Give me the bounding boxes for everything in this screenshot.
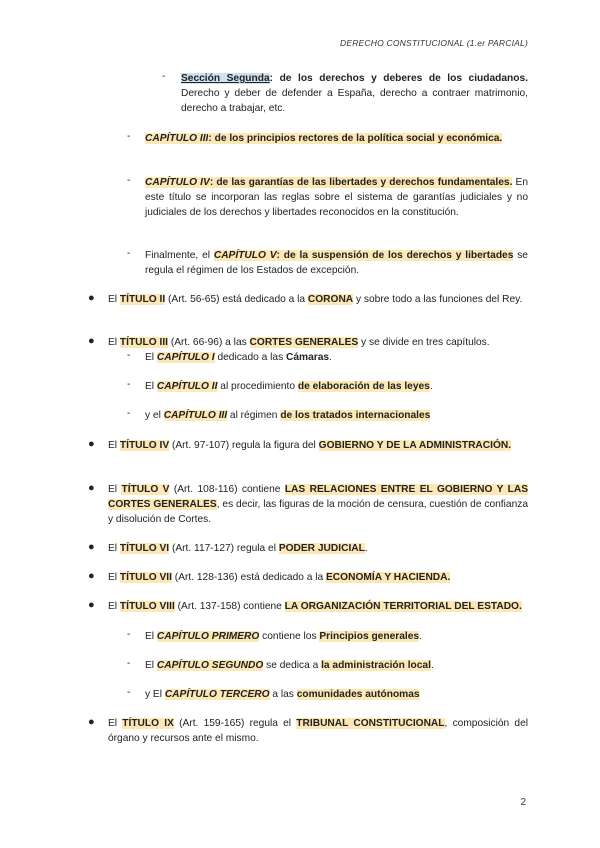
list-item-titulo-2: El TÍTULO II (Art. 56-65) está dedicado a la CORONA y sobre todo a las funciones del Rey. bbox=[108, 294, 523, 305]
titulo-label: TÍTULO II bbox=[119, 294, 166, 305]
dash-marker: - bbox=[127, 408, 131, 419]
titulo-topic: LA ORGANIZACIÓN TERRITORIAL DEL ESTADO. bbox=[284, 601, 522, 612]
chapter-title: CAPÍTULO III bbox=[163, 410, 228, 421]
titulo-label: TÍTULO IV bbox=[119, 440, 170, 451]
chapter-topic: de elaboración de las leyes bbox=[297, 381, 430, 392]
titulo-topic: PODER JUDICIAL bbox=[278, 543, 365, 554]
bullet-marker: ● bbox=[88, 482, 95, 494]
list-item-seccion-segunda: Sección Segunda: de los derechos y deberes de los ciudadanos. Derecho y deber de defender a España, derecho a contraer matrimonio, derecho a trabajar, etc. bbox=[181, 73, 528, 114]
bullet-marker: ● bbox=[88, 292, 95, 304]
titulo-topic: GOBIERNO Y DE LA ADMINISTRACIÓN. bbox=[318, 440, 512, 451]
chapter-text: En este título se incorporan las reglas sobre el sistema de garantías judiciales y no judiciales de los derechos y libertades reconocidos en la constitución. bbox=[145, 177, 529, 218]
list-item-t3-capitulo-2: El CAPÍTULO II al procedimiento de elaboración de las leyes. bbox=[145, 381, 433, 392]
page-header: DERECHO CONSTITUCIONAL (1.er PARCIAL) bbox=[340, 38, 528, 48]
chapter-subtitle: de los principios rectores de la política social y económica. bbox=[211, 133, 503, 144]
titulo-label: TÍTULO VI bbox=[119, 543, 170, 554]
dash-marker: - bbox=[162, 71, 166, 82]
list-item-t3-capitulo-3: y el CAPÍTULO III al régimen de los tratados internacionales bbox=[145, 410, 431, 421]
list-item-titulo-3: El TÍTULO III (Art. 66-96) a las CORTES GENERALES y se divide en tres capítulos. bbox=[108, 337, 490, 348]
dash-marker: - bbox=[127, 629, 131, 640]
list-item-titulo-9: El TÍTULO IX (Art. 159-165) regula el TRIBUNAL CONSTITUCIONAL, composición del órgano y recursos ante el mismo. bbox=[108, 718, 529, 744]
bullet-marker: ● bbox=[88, 716, 95, 728]
chapter-title: CAPÍTULO TERCERO bbox=[164, 689, 270, 700]
chapter-subtitle: de las garantías de las libertades y derechos fundamentales. bbox=[213, 177, 513, 188]
dash-marker: - bbox=[127, 379, 131, 390]
titulo-label: TÍTULO VII bbox=[119, 572, 172, 583]
list-item-titulo-8: El TÍTULO VIII (Art. 137-158) contiene LA ORGANIZACIÓN TERRITORIAL DEL ESTADO. bbox=[108, 601, 522, 612]
dash-marker: - bbox=[127, 658, 131, 669]
chapter-title: CAPÍTULO IV bbox=[145, 177, 210, 188]
titulo-topic: ECONOMÍA Y HACIENDA. bbox=[326, 572, 451, 583]
page-number: 2 bbox=[520, 797, 526, 808]
chapter-topic: Principios generales bbox=[319, 631, 420, 642]
titulo-label: TÍTULO IX bbox=[122, 718, 174, 729]
bullet-marker: ● bbox=[88, 438, 95, 450]
titulo-topic: TRIBUNAL CONSTITUCIONAL bbox=[296, 718, 445, 729]
section-title: Sección Segunda bbox=[181, 73, 270, 84]
list-item-t3-capitulo-1: El CAPÍTULO I dedicado a las Cámaras. bbox=[145, 352, 332, 363]
list-item-t8-capitulo-3: y El CAPÍTULO TERCERO a las comunidades autónomas bbox=[145, 689, 420, 700]
bullet-marker: ● bbox=[88, 599, 95, 611]
dash-marker: - bbox=[127, 687, 131, 698]
list-item-t8-capitulo-1: El CAPÍTULO PRIMERO contiene los Principios generales. bbox=[145, 631, 422, 642]
list-item-titulo-5: El TÍTULO V (Art. 108-116) contiene LAS RELACIONES ENTRE EL GOBIERNO Y LAS CORTES GENERALES, es decir, las figuras de la moción de censura, cuestión de confianza y disolución de Cortes. bbox=[108, 484, 529, 525]
list-item-t8-capitulo-2: El CAPÍTULO SEGUNDO se dedica a la administración local. bbox=[145, 660, 434, 671]
titulo-topic: LAS RELACIONES ENTRE EL GOBIERNO Y LAS CORTES GENERALES bbox=[108, 484, 529, 510]
list-item-titulo-4: El TÍTULO IV (Art. 97-107) regula la figura del GOBIERNO Y DE LA ADMINISTRACIÓN. bbox=[108, 440, 512, 451]
chapter-topic: Cámaras bbox=[286, 352, 330, 363]
section-subtitle: de los derechos y deberes de los ciudadanos. bbox=[273, 73, 528, 84]
dash-marker: - bbox=[127, 175, 131, 186]
dash-marker: - bbox=[127, 350, 131, 361]
list-item-titulo-6: El TÍTULO VI (Art. 117-127) regula el PODER JUDICIAL. bbox=[108, 543, 368, 554]
chapter-topic: de los tratados internacionales bbox=[280, 410, 431, 421]
chapter-title: CAPÍTULO PRIMERO bbox=[156, 631, 260, 642]
titulo-label: TÍTULO V bbox=[121, 484, 170, 495]
titulo-label: TÍTULO VIII bbox=[119, 601, 175, 612]
list-item-capitulo-4: CAPÍTULO IV: de las garantías de las libertades y derechos fundamentales. En este título se incorporan las reglas sobre el sistema de garantías judiciales y no judiciales de los derechos y libertades reconocidos en la constitución. bbox=[145, 177, 529, 218]
chapter-subtitle: de la suspensión de los derechos y libertades bbox=[279, 250, 514, 261]
dash-marker: - bbox=[127, 131, 131, 142]
chapter-text: se regula el régimen de los Estados de excepción. bbox=[145, 250, 528, 276]
titulo-topic: CORTES GENERALES bbox=[249, 337, 359, 348]
chapter-title: CAPÍTULO V bbox=[213, 250, 277, 261]
titulo-topic: CORONA bbox=[307, 294, 354, 305]
list-item-capitulo-3: CAPÍTULO III: de los principios rectores de la política social y económica. bbox=[145, 133, 503, 144]
dash-marker: - bbox=[127, 248, 131, 259]
chapter-title: CAPÍTULO SEGUNDO bbox=[156, 660, 264, 671]
section-text: Derecho y deber de defender a España, derecho a contraer matrimonio, derecho a trabajar, etc. bbox=[181, 88, 528, 114]
chapter-title: CAPÍTULO I bbox=[156, 352, 215, 363]
bullet-marker: ● bbox=[88, 335, 95, 347]
list-item-titulo-7: El TÍTULO VII (Art. 128-136) está dedicado a la ECONOMÍA Y HACIENDA. bbox=[108, 572, 451, 583]
chapter-title: CAPÍTULO III bbox=[145, 133, 209, 144]
bullet-marker: ● bbox=[88, 541, 95, 553]
chapter-topic: comunidades autónomas bbox=[296, 689, 420, 700]
chapter-title: CAPÍTULO II bbox=[156, 381, 218, 392]
chapter-topic: la administración local bbox=[321, 660, 431, 671]
bullet-marker: ● bbox=[88, 570, 95, 582]
list-item-capitulo-5: Finalmente, el CAPÍTULO V: de la suspensión de los derechos y libertades se regula el régimen de los Estados de excepción. bbox=[145, 250, 528, 276]
titulo-label: TÍTULO III bbox=[119, 337, 168, 348]
